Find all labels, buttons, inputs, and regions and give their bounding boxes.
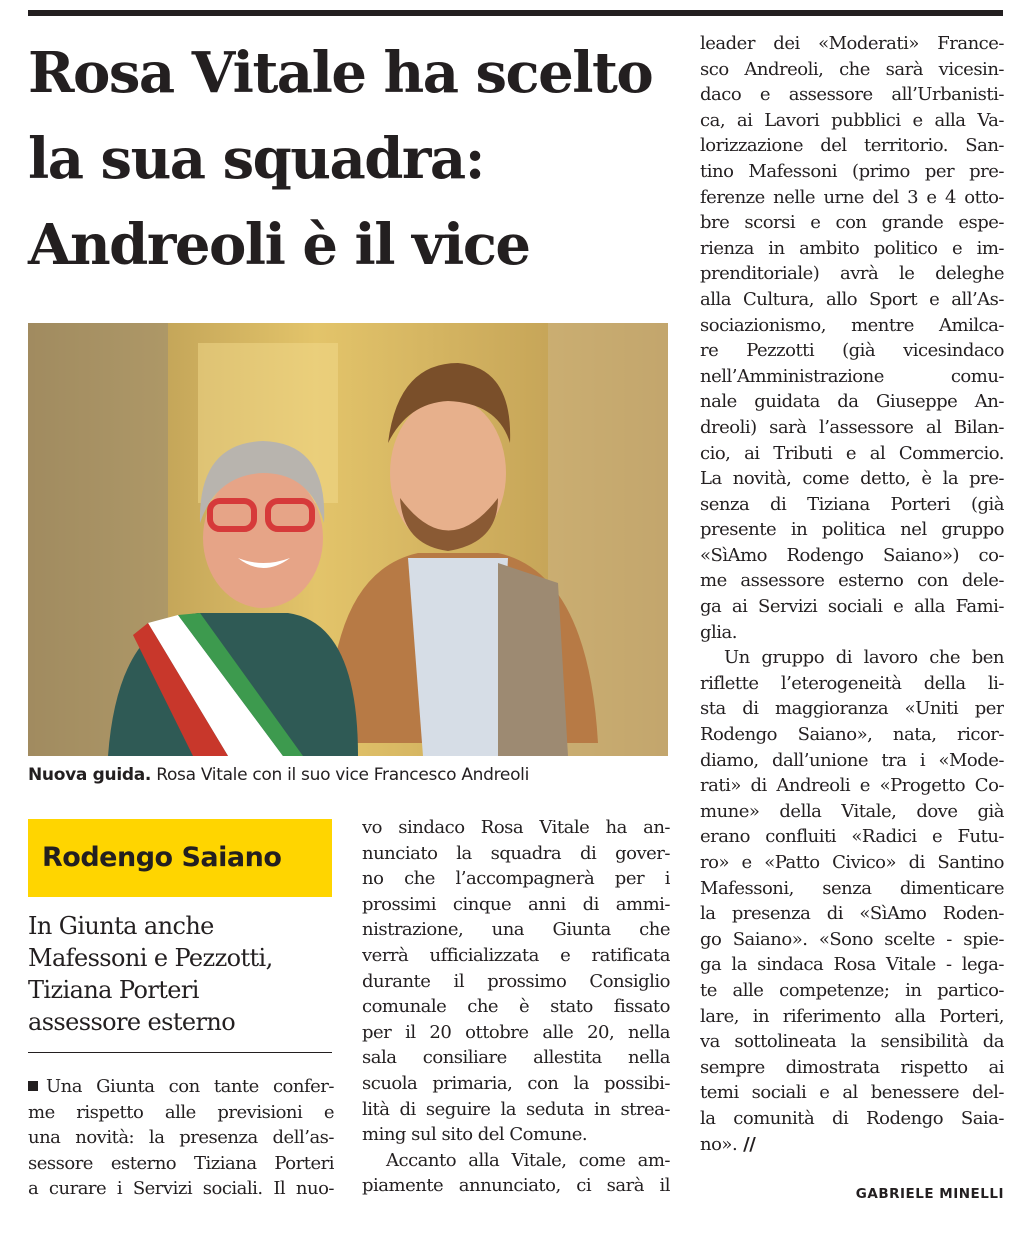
top-rule bbox=[28, 10, 1003, 16]
subhead-rule bbox=[28, 1052, 332, 1053]
text-line: no». // bbox=[700, 1133, 756, 1155]
text-line: rienza in ambito politico e im- bbox=[700, 237, 1004, 259]
article-column-1 bbox=[28, 1074, 334, 1202]
text-line: «SìAmo Rodengo Saiano») co- bbox=[700, 544, 1004, 566]
text-line: lità di seguire la seduta in strea- bbox=[362, 1098, 670, 1120]
kicker-text: Rodengo Saiano bbox=[42, 842, 282, 873]
square-bullet-icon bbox=[28, 1081, 38, 1091]
article-photo bbox=[28, 323, 668, 756]
author-byline: GABRIELE MINELLI bbox=[855, 1186, 1004, 1202]
subheadline bbox=[28, 910, 332, 1038]
article-column-2 bbox=[362, 815, 670, 1199]
text-line: mune» della Vitale, dove già bbox=[700, 800, 1004, 822]
text-line: riflette l’eterogeneità della li- bbox=[700, 672, 1004, 694]
text-line: me rispetto alle previsioni e bbox=[28, 1101, 334, 1123]
text-line: me assessore esterno con dele- bbox=[700, 570, 1004, 592]
text-line: bre scorsi e con grande espe- bbox=[700, 212, 1004, 234]
subhead-line: assessore esterno bbox=[28, 1008, 236, 1036]
caption-label: Nuova guida. bbox=[28, 765, 152, 785]
text-line: vo sindaco Rosa Vitale ha an- bbox=[362, 817, 670, 838]
text-line: temi sociali e al benessere del- bbox=[700, 1082, 1004, 1104]
text-line: cio, ai Tributi e al Commercio. bbox=[700, 442, 1004, 464]
text-line: La novità, come detto, è la pre- bbox=[700, 468, 1004, 490]
text-line: sempre dimostrata rispetto ai bbox=[700, 1056, 1004, 1078]
section-kicker bbox=[28, 819, 332, 897]
text-line: una novità: la presenza dell’as- bbox=[28, 1127, 334, 1149]
article-column-3 bbox=[700, 31, 1004, 1157]
text-line: ga ai Servizi sociali e alla Fami- bbox=[700, 596, 1004, 618]
text-line: glia. bbox=[700, 621, 737, 643]
text-line: a curare i Servizi sociali. Il nuo- bbox=[28, 1178, 334, 1200]
text-line: no che l’accompagnerà per i bbox=[362, 868, 670, 890]
text-line: Rodengo Saiano», nata, ricor- bbox=[700, 724, 1004, 746]
text-line: erano confluiti «Radici e Futu- bbox=[700, 826, 1004, 848]
text-line: rati» di Andreoli e «Progetto Co- bbox=[700, 775, 1004, 797]
headline-line: la sua squadra: bbox=[28, 126, 484, 192]
text-line: Un gruppo di lavoro che ben bbox=[724, 647, 1004, 669]
text-line: nell’Amministrazione comu- bbox=[700, 365, 1004, 387]
text-line: prenditoriale) avrà le deleghe bbox=[700, 263, 1004, 285]
text-line: comunale che è stato fissato bbox=[362, 996, 670, 1018]
text-line: scuola primaria, con la possibi- bbox=[362, 1072, 670, 1094]
subhead-line: Tiziana Porteri bbox=[28, 976, 199, 1004]
text-line: Accanto alla Vitale, come am- bbox=[386, 1149, 670, 1171]
text-line: verrà ufficializzata e ratificata bbox=[362, 944, 670, 966]
headline-line: Rosa Vitale ha scelto bbox=[28, 40, 653, 106]
text-line: nunciato la squadra di gover- bbox=[362, 842, 670, 864]
subhead-line: Mafessoni e Pezzotti, bbox=[28, 944, 273, 972]
text-line: sociazionismo, mentre Amilca- bbox=[700, 314, 1004, 336]
subhead-line: In Giunta anche bbox=[28, 912, 214, 940]
text-line: sta di maggioranza «Uniti per bbox=[700, 698, 1004, 720]
text-line: alla Cultura, allo Sport e all’As- bbox=[700, 288, 1004, 310]
text-line: va sottolineata la sensibilità da bbox=[700, 1031, 1004, 1053]
text-line: ro» e «Patto Civico» di Santino bbox=[700, 852, 1004, 873]
end-mark: // bbox=[743, 1133, 756, 1155]
caption-text: Rosa Vitale con il suo vice Francesco Andreoli bbox=[151, 765, 530, 785]
photo-illustration bbox=[28, 323, 668, 756]
text-line: tino Mafessoni (primo per pre- bbox=[700, 160, 1004, 182]
text-line: lare, in riferimento alla Porteri, bbox=[700, 1005, 1004, 1027]
text-line: presente in politica nel gruppo bbox=[700, 519, 1004, 541]
text-line: la presenza di «SìAmo Roden- bbox=[700, 903, 1004, 925]
text-line: nistrazione, una Giunta che bbox=[362, 919, 670, 941]
headline-line: Andreoli è il vice bbox=[28, 212, 530, 278]
text-line: te alle competenze; in partico- bbox=[700, 979, 1004, 1001]
text-line: re Pezzotti (già vicesindaco bbox=[700, 340, 1004, 362]
text-line: Una Giunta con tante confer- bbox=[28, 1074, 334, 1100]
text-line: prossimi cinque anni di ammi- bbox=[362, 893, 670, 915]
text-line: Mafessoni, senza dimenticare bbox=[700, 877, 1004, 899]
text-line: senza di Tiziana Porteri (già bbox=[700, 493, 1004, 515]
text-line: lorizzazione del territorio. San- bbox=[700, 135, 1004, 157]
text-line: daco e assessore all’Urbanisti- bbox=[700, 84, 1004, 106]
headline bbox=[28, 30, 673, 288]
text-line: sessore esterno Tiziana Porteri bbox=[28, 1152, 334, 1174]
text-line: sco Andreoli, che sarà vicesin- bbox=[700, 58, 1004, 80]
text-line: sala consiliare allestita nella bbox=[362, 1047, 670, 1069]
text-line: durante il prossimo Consiglio bbox=[362, 970, 670, 992]
photo-caption bbox=[28, 764, 668, 786]
text-line: piamente annunciato, ci sarà il bbox=[362, 1175, 670, 1197]
text-line: ga la sindaca Rosa Vitale - lega- bbox=[700, 954, 1004, 976]
text-line: la comunità di Rodengo Saia- bbox=[700, 1107, 1004, 1129]
text-line: per il 20 ottobre alle 20, nella bbox=[362, 1021, 670, 1043]
text-line: nale guidata da Giuseppe An- bbox=[700, 391, 1004, 413]
text-line: ca, ai Lavori pubblici e alla Va- bbox=[700, 109, 1004, 131]
text-line: ferenze nelle urne del 3 e 4 otto- bbox=[700, 186, 1004, 208]
text-line: diamo, dall’unione tra i «Mode- bbox=[700, 749, 1004, 771]
text-line: ming sul sito del Comune. bbox=[362, 1124, 588, 1146]
text-line: go Saiano». «Sono scelte - spie- bbox=[700, 928, 1004, 950]
text-line: leader dei «Moderati» France- bbox=[700, 33, 1004, 54]
text-line: dreoli) sarà l’assessore al Bilan- bbox=[700, 416, 1004, 438]
